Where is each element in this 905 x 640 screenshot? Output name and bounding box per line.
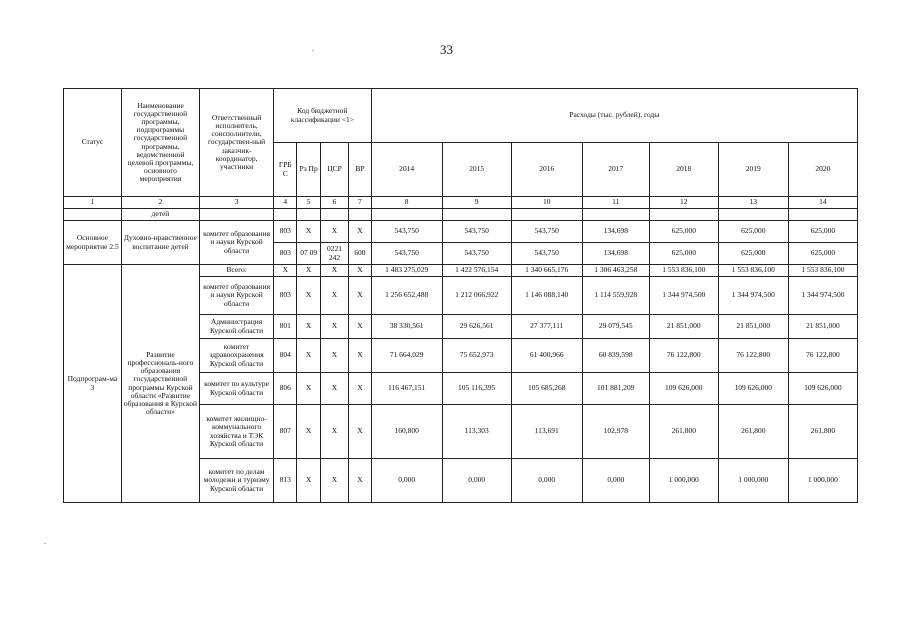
vr-cell: X [349,221,371,243]
header-name: Наименование государственной программы, подпрограммы государственной программы, ведомственной целевой программы, основного мероприятия [121,89,199,197]
executor-cell: комитет образования и науки Курской области [200,277,274,315]
value-cell: 61 400,966 [511,339,582,373]
grbs-cell: 813 [274,459,297,503]
value-cell: 60 839,598 [582,339,649,373]
grbs-cell: X [274,265,297,277]
value-cell: 543,750 [371,243,442,265]
column-number: 9 [442,197,511,209]
subprogram-3-name: Развитие профессиональ-ного образования государственной программы Курской области «Развитие образования в Курской области» [121,265,199,503]
value-cell: 76 122,800 [788,339,857,373]
value-cell: 1 000,000 [788,459,857,503]
column-number: 14 [788,197,857,209]
rzpr-cell: X [297,277,320,315]
csr-cell: X [320,339,348,373]
column-number: 3 [200,197,274,209]
value-cell: 1 344 974,500 [788,277,857,315]
value-cell: 75 652,973 [442,339,511,373]
column-number: 11 [582,197,649,209]
rzpr-cell: X [297,315,320,339]
value-cell: 109 626,000 [718,373,788,405]
page-number: 33 [440,42,453,57]
value-cell: 1 553 836,100 [718,265,788,277]
value-cell: 29 626,561 [442,315,511,339]
executor-cell: комитет по делам молодежи и туризму Курской области [200,459,274,503]
value-cell: 543,750 [371,221,442,243]
header-status: Статус [64,89,122,197]
value-cell: 0,000 [442,459,511,503]
header-year: 2015 [442,143,511,197]
value-cell: 116 467,151 [371,373,442,405]
executor-cell: Администрация Курской области [200,315,274,339]
column-number: 13 [718,197,788,209]
header-year: 2016 [511,143,582,197]
value-cell: 109 626,000 [649,373,718,405]
value-cell: 543,750 [442,221,511,243]
executor-cell: комитет жилищно-коммунального хозяйства и ТЭК Курской области [200,405,274,459]
grbs-cell: 807 [274,405,297,459]
value-cell: 1 306 463,258 [582,265,649,277]
budget-table [63,88,858,503]
value-cell: 1 000,000 [649,459,718,503]
grbs-cell: 806 [274,373,297,405]
value-cell: 109 626,000 [788,373,857,405]
grbs-cell: 803 [274,277,297,315]
value-cell: 21 851,000 [718,315,788,339]
value-cell: 27 377,111 [511,315,582,339]
header-year: 2020 [788,143,857,197]
vr-cell: X [349,315,371,339]
value-cell: 113,303 [442,405,511,459]
scan-dot: . [44,537,46,546]
vr-cell: X [349,373,371,405]
value-cell: 1 553 836,100 [788,265,857,277]
value-cell: 76 122,800 [718,339,788,373]
csr-cell: X [320,265,348,277]
value-cell: 0,000 [371,459,442,503]
value-cell: 1 114 559,928 [582,277,649,315]
executor-cell: комитет по культуре Курской области [200,373,274,405]
executor-cell: Всего: [200,265,274,277]
value-cell: 134,698 [582,221,649,243]
measure-25-status: Основное мероприятие 2.5 [64,221,122,265]
column-number: 10 [511,197,582,209]
value-cell: 1 000,000 [718,459,788,503]
header-code-vr: ВР [349,143,371,197]
value-cell: 21 851,000 [788,315,857,339]
header-code-grbs: ГРБ С [274,143,297,197]
vr-cell: X [349,459,371,503]
continuation-status-cell [64,209,122,221]
header-year: 2017 [582,143,649,197]
column-number: 12 [649,197,718,209]
value-cell: 261,800 [788,405,857,459]
value-cell: 105 685,268 [511,373,582,405]
column-number: 5 [297,197,320,209]
value-cell: 625,000 [718,221,788,243]
csr-cell: X [320,315,348,339]
grbs-cell: 804 [274,339,297,373]
csr-cell: X [320,373,348,405]
column-number: 7 [349,197,371,209]
column-number: 6 [320,197,348,209]
column-number: 2 [121,197,199,209]
column-number: 1 [64,197,122,209]
header-year: 2018 [649,143,718,197]
vr-cell: X [349,265,371,277]
value-cell: 625,000 [788,221,857,243]
value-cell: 625,000 [649,221,718,243]
value-cell: 543,750 [511,243,582,265]
value-cell: 1 146 088,140 [511,277,582,315]
rzpr-cell: X [297,265,320,277]
value-cell: 76 122,800 [649,339,718,373]
header-code-rzpr: Рз Пр [297,143,320,197]
value-cell: 160,800 [371,405,442,459]
value-cell: 543,750 [442,243,511,265]
grbs-cell: 803 [274,243,297,265]
header-executor: Ответственный исполнитель, соисполнители, государствен-ный заказчик-координатор, участники [200,89,274,197]
scan-dot: . [312,44,314,53]
measure-25-executor: комитет образования и науки Курской области [200,221,274,265]
header-year: 2014 [371,143,442,197]
value-cell: 38 330,561 [371,315,442,339]
rzpr-cell: X [297,459,320,503]
header-code-csr: ЦСР [320,143,348,197]
value-cell: 1 483 275,029 [371,265,442,277]
value-cell: 1 340 665,176 [511,265,582,277]
value-cell: 1 553 836,100 [649,265,718,277]
csr-cell: X [320,459,348,503]
vr-cell: X [349,277,371,315]
header-year: 2019 [718,143,788,197]
csr-cell: 0221 242 [320,243,348,265]
value-cell: 0,000 [511,459,582,503]
value-cell: 29 079,545 [582,315,649,339]
csr-cell: X [320,221,348,243]
continuation-name: детей [121,209,199,221]
value-cell: 102,978 [582,405,649,459]
value-cell: 1 212 066,922 [442,277,511,315]
vr-cell: X [349,339,371,373]
rzpr-cell: X [297,373,320,405]
vr-cell: 600 [349,243,371,265]
value-cell: 0,000 [582,459,649,503]
value-cell: 21 851,000 [649,315,718,339]
rzpr-cell: X [297,221,320,243]
value-cell: 113,691 [511,405,582,459]
header-budget-code: Код бюджетной классификации <1> [274,89,371,143]
column-number: 8 [371,197,442,209]
value-cell: 105 116,395 [442,373,511,405]
value-cell: 625,000 [788,243,857,265]
value-cell: 71 664,029 [371,339,442,373]
csr-cell: X [320,405,348,459]
subprogram-3-status: Подпрограм-ма 3 [64,265,122,503]
rzpr-cell: X [297,339,320,373]
value-cell: 543,750 [511,221,582,243]
value-cell: 1 422 576,154 [442,265,511,277]
value-cell: 261,800 [649,405,718,459]
column-number: 4 [274,197,297,209]
value-cell: 134,698 [582,243,649,265]
value-cell: 625,000 [718,243,788,265]
value-cell: 1 344 974,500 [718,277,788,315]
value-cell: 625,000 [649,243,718,265]
value-cell: 1 344 974,500 [649,277,718,315]
rzpr-cell: 07 09 [297,243,320,265]
grbs-cell: 801 [274,315,297,339]
value-cell: 261,800 [718,405,788,459]
grbs-cell: 803 [274,221,297,243]
measure-25-name: Духовно-нравственное воспитание детей [121,221,199,265]
value-cell: 1 256 652,488 [371,277,442,315]
value-cell: 101 881,209 [582,373,649,405]
header-expenses: Расходы (тыс. рублей), годы [371,89,857,143]
csr-cell: X [320,277,348,315]
vr-cell: X [349,405,371,459]
executor-cell: комитет здравоохранения Курской области [200,339,274,373]
rzpr-cell: X [297,405,320,459]
